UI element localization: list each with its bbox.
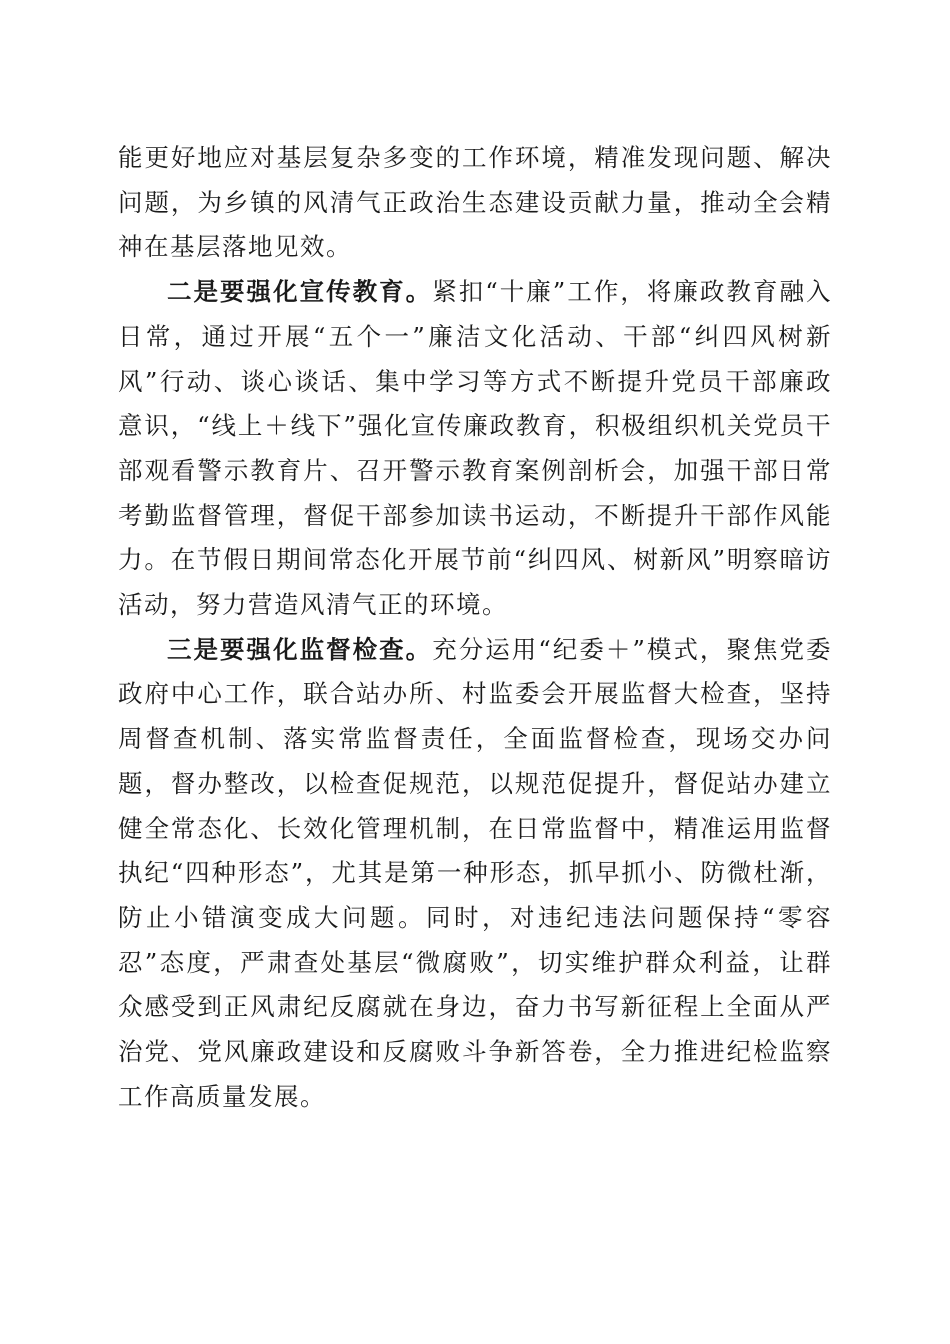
paragraph-heading: 二是要强化宣传教育。 xyxy=(167,277,433,307)
paragraph-publicity-education xyxy=(118,270,832,628)
paragraph-text: 紧扣“十廉”工作，将廉政教育融入日常，通过开展“五个一”廉洁文化活动、干部“纠四风树新风”行动、谈心谈话、集中学习等方式不断提升党员干部廉政意识，“线上＋线下”强化宣传廉政教育，积极组织机关党员干部观看警示教育片、召开警示教育案例剖析会，加强干部日常考勤监督管理，督促干部参加读书运动，不断提升干部作风能力。在节假日期间常态化开展节前“纠四风、树新风”明察暗访活动，努力营造风清气正的环境。 xyxy=(118,277,832,620)
document-body xyxy=(118,136,832,1119)
paragraph-continuation xyxy=(118,136,832,270)
paragraph-supervision-inspection xyxy=(118,628,832,1120)
paragraph-text: 能更好地应对基层复杂多变的工作环境，精准发现问题、解决问题，为乡镇的风清气正政治生态建设贡献力量，推动全会精神在基层落地见效。 xyxy=(118,143,832,262)
paragraph-heading: 三是要强化监督检查。 xyxy=(167,634,433,664)
paragraph-text: 充分运用“纪委＋”模式，聚焦党委政府中心工作，联合站办所、村监委会开展监督大检查，坚持周督查机制、落实常监督责任，全面监督检查，现场交办问题，督办整改，以检查促规范，以规范促提升，督促站办建立健全常态化、长效化管理机制，在日常监督中，精准运用监督执纪“四种形态”，尤其是第一种形态，抓早抓小、防微杜渐，防止小错演变成大问题。同时，对违纪违法问题保持“零容忍”态度，严肃查处基层“微腐败”，切实维护群众利益，让群众感受到正风肃纪反腐就在身边，奋力书写新征程上全面从严治党、党风廉政建设和反腐败斗争新答卷，全力推进纪检监察工作高质量发展。 xyxy=(118,634,832,1111)
